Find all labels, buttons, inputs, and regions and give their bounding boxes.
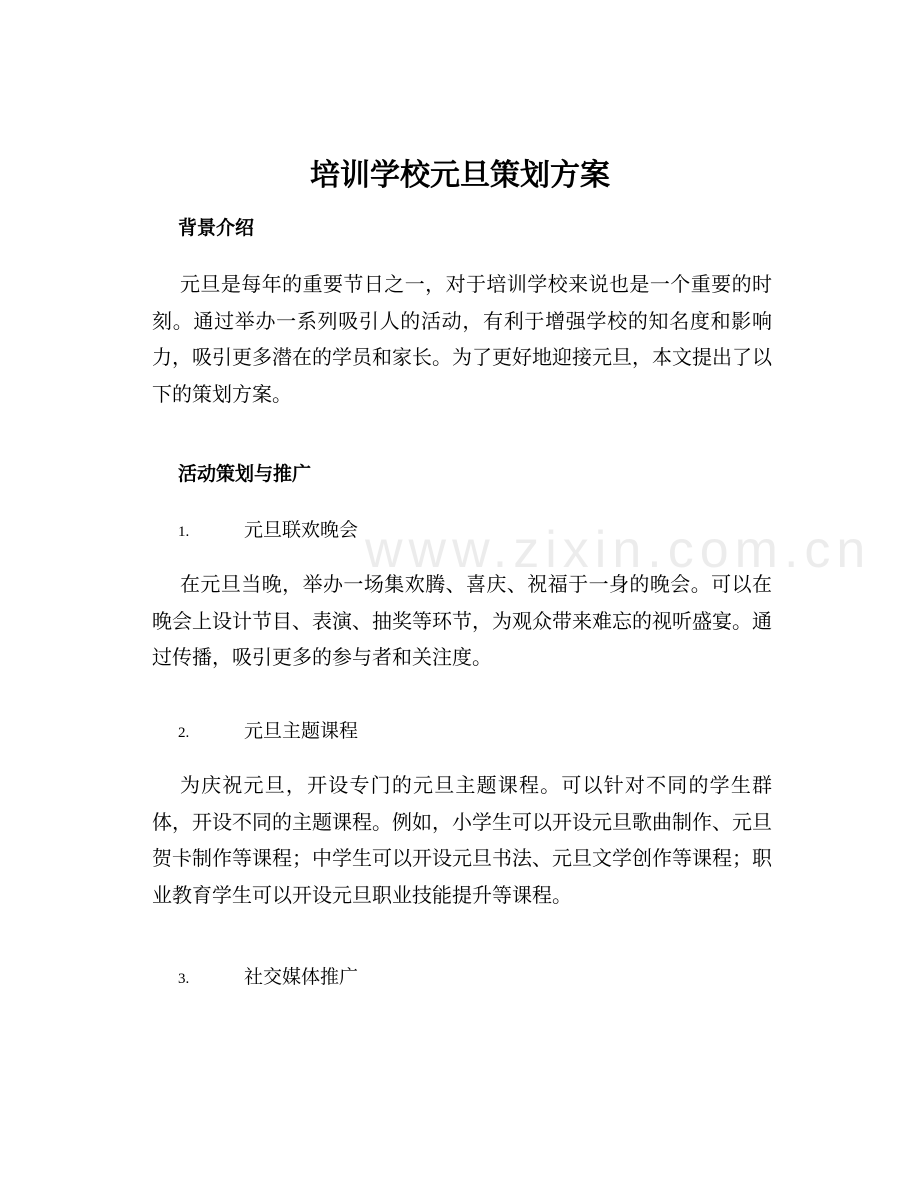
list-number: 1. (178, 524, 190, 540)
section-heading-background: 背景介绍 (178, 217, 255, 239)
list-item-title: 社交媒体推广 (244, 966, 359, 988)
list-item-1 (178, 515, 358, 547)
gala-paragraph: 在元旦当晚，举办一场集欢腾、喜庆、祝福于一身的晚会。可以在晚会上设计节目、表演、抽奖等环节，为观众带来难忘的视听盛宴。通过传播，吸引更多的参与者和关注度。 (152, 572, 772, 670)
list-item-2 (178, 716, 358, 748)
list-item-title: 元旦联欢晚会 (244, 519, 359, 541)
background-paragraph: 元旦是每年的重要节日之一，对于培训学校来说也是一个重要的时刻。通过举办一系列吸引人的活动，有利于增强学校的知名度和影响力，吸引更多潜在的学员和家长。为了更好地迎接元旦，本文提出了以下的策划方案。 (152, 272, 772, 406)
watermark: www.zixin.com.cn (365, 521, 872, 579)
list-item-title: 元旦主题课程 (244, 720, 359, 742)
list-item-3 (178, 962, 358, 994)
list-number: 3. (178, 971, 190, 987)
document-title: 培训学校元旦策划方案 (310, 158, 610, 193)
section-heading-activities: 活动策划与推广 (178, 463, 312, 485)
list-number: 2. (178, 725, 190, 741)
course-paragraph: 为庆祝元旦，开设专门的元旦主题课程。可以针对不同的学生群体，开设不同的主题课程。例如，小学生可以开设元旦歌曲制作、元旦贺卡制作等课程；中学生可以开设元旦书法、元旦文学创作等课程；职业教育学生可以开设元旦职业技能提升等课程。 (152, 773, 772, 907)
